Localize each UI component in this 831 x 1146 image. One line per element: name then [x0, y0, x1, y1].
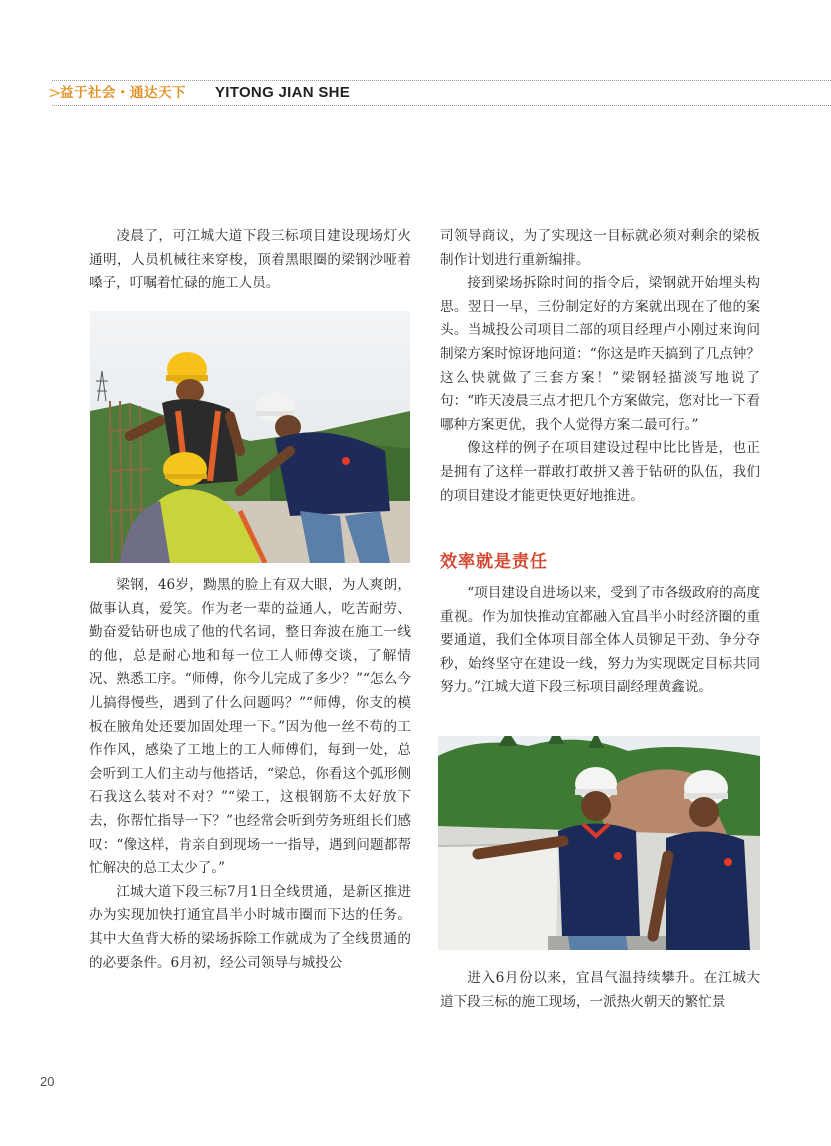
page-number: 20 — [40, 1074, 55, 1089]
section-subheading: 效率就是责任 — [440, 552, 548, 572]
paragraph: “项目建设自进场以来，受到了市各级政府的高度重视。作为加快推动宜都融入宜昌半小时经济圈的重要通道，我们全体项目部全体人员铆足干劲、争分夺秒，始终坚守在建设一线，努力为实现既定目标共同努力。”江城大道下段三标项目副经理黄鑫说。 — [440, 585, 760, 696]
paragraph: 凌晨了，可江城大道下段三标项目建设现场灯火通明，人员机械往来穿梭，顶着黑眼圈的梁钢沙哑着嗓子，叮嘱着忙碌的施工人员。 — [89, 228, 411, 292]
left-column-intro — [89, 225, 411, 296]
right-column-section — [440, 582, 760, 700]
chevron-right-icon: > — [48, 83, 62, 102]
right-column-bottom — [440, 967, 760, 1014]
header-brand: YITONG JIAN SHE — [215, 84, 351, 101]
running-header — [0, 80, 831, 106]
header-rule-bottom — [52, 105, 831, 106]
paragraph: 梁钢，46岁，黝黑的脸上有双大眼，为人爽朗，做事认真，爱笑。作为老一辈的益通人，吃苦耐劳、勤奋爱钻研也成了他的代名词，整日奔波在施工一线的他，总是耐心地和每一位工人师傅交谈，了解情况、熟悉工序。“师傅，你今儿完成了多少？”“怎么今儿搞得慢些，遇到了什么问题吗？”“师傅，你支的模板在腋角处还要加固处理一下。”因为他一丝不苟的工作作风，感染了工地上的工人师傅们，每到一处，总会听到工人们主动与他搭话，“梁总，你看这个弧形侧石我这么装对不对？”“梁工，这根钢筋不太好放下去，你帮忙指导一下？”也经常会听到劳务班组长们感叹：“像这样，肯亲自到现场一一指导，遇到问题都帮忙解决的总工太少了。” — [89, 577, 411, 877]
right-column-top — [440, 225, 760, 508]
paragraph: 江城大道下段三标7月1日全线贯通，是新区推进办为实现加快打通宜昌半小时城市圈而下达的任务。其中大鱼背大桥的梁场拆除工作就成为了全线贯通的的必要条件。6月初，经公司领导与城投公 — [89, 883, 411, 971]
paragraph: 像这样的例子在项目建设过程中比比皆是，也正是拥有了这样一群敢打敢拼又善于钻研的队伍，我们的项目建设才能更快更好地推进。 — [440, 440, 760, 504]
paragraph: 接到梁场拆除时间的指令后，梁钢就开始埋头构思。翌日一早，三份制定好的方案就出现在了他的案头。当城投公司项目二部的项目经理卢小刚过来询问制梁方案时惊讶地问道：“你这是昨天搞到了几点钟？这么快就做了三套方案！”梁钢轻描淡写地说了句：“昨天凌晨三点才把几个方案做完，您对比一下看哪种方案更优，我个人觉得方案二最可行。” — [440, 275, 760, 433]
photo-managers-on-bridge — [438, 736, 760, 950]
paragraph: 司领导商议，为了实现这一目标就必须对剩余的梁板制作计划进行重新编排。 — [440, 228, 760, 268]
header-slogan: 益于社会・通达天下 — [60, 85, 186, 101]
photo-workers-rebar — [90, 311, 410, 563]
header-rule-top — [52, 80, 831, 81]
left-column-body — [89, 574, 411, 975]
paragraph: 进入6月份以来，宜昌气温持续攀升。在江城大道下段三标的施工现场，一派热火朝天的繁忙景 — [440, 970, 760, 1010]
